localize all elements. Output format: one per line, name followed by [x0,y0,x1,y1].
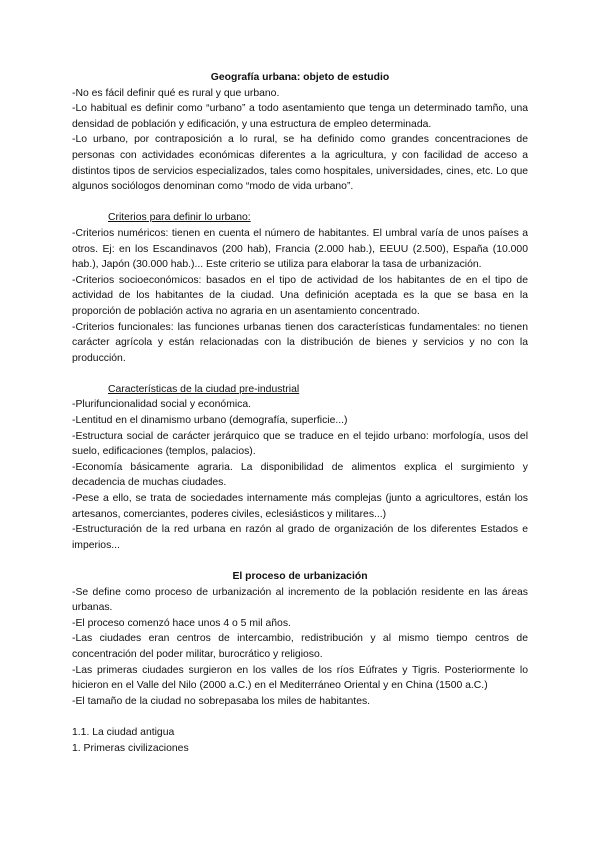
spacer [72,366,528,382]
outline-item: 1.1. La ciudad antigua [72,726,175,738]
spacer [72,709,528,725]
paragraph: -Estructuración de la red urbana en razón al grado de organización de los diferentes Estados e imperios... [72,524,528,551]
section-title-urbanization-process: El proceso de urbanización [232,571,368,582]
paragraph: -Plurifuncionalidad social y económica. [72,399,252,411]
paragraph: -Lentitud en el dinamismo urbano (demografía, superficie...) [72,415,348,427]
spacer [72,195,528,211]
subheading-urban-criteria: Criterios para definir lo urbano: [108,212,251,224]
paragraph: -Se define como proceso de urbanización al incremento de la población residente en las áreas urbanas. [72,586,528,614]
paragraph: -Pese a ello, se trata de sociedades internamente más complejas (junto a agricultores, están los artesanos, comerciantes, poderes civiles, eclesiásticos y militares...) [72,493,528,520]
spacer [72,553,528,569]
paragraph: -Estructura social de carácter jerárquico que se traduce en el tejido urbano: morfología, usos del suelo, edificaciones (templos, palacios). [72,430,528,458]
paragraph: -Criterios socioeconómicos: basados en el tipo de actividad de los habitantes de en el tipo de actividad de los habitantes de la ciudad. Una definición aceptada es la que se basa en la proporción de población activa no agraria en un asentamiento concentrado. [72,274,528,317]
paragraph: -Lo urbano, por contraposición a lo rural, se ha definido como grandes concentraciones de personas con actividades económicas diferentes a la agricultura, y con facilidad de acceso a distintos tipos de servicios especializados, tales como hospitales, universidades, cines, etc. Lo que algunos sociólogos denominan como “modo de vida urbano”. [72,134,528,193]
paragraph: -Economía básicamente agraria. La disponibilidad de alimentos explica el surgimiento y decadencia de muchas ciudades. [72,461,528,489]
outline-item: 1. Primeras civilizaciones [72,742,189,754]
document-page [72,70,528,756]
section-title-urban-geography: Geografía urbana: objeto de estudio [210,72,390,83]
paragraph: -Las primeras ciudades surgieron en los valles de los ríos Eúfrates y Tigris. Posteriormente lo hicieron en el Valle del Nilo (2000 a.C.) en el Mediterráneo Oriental y en China (1500 a.C.) [72,664,528,692]
paragraph: -Lo habitual es definir como “urbano” a todo asentamiento que tenga un determinado tamño, una densidad de población y edificación, y una estructura de empleo determinada. [72,103,528,130]
subheading-preindustrial-city: Características de la ciudad pre-industrial [108,383,300,395]
paragraph: -El tamaño de la ciudad no sobrepasaba los miles de habitantes. [72,695,371,707]
paragraph: -Criterios numéricos: tienen en cuenta el número de habitantes. El umbral varía de unos países a otros. Ej: en los Escandinavos (200 hab), Francia (2.000 hab.), EEUU (2.500), España (10.000 hab.), Japón (30.000 hab.)... Este criterio se utiliza para elaborar la tasa de urbanización. [72,227,528,271]
paragraph: -No es fácil definir qué es rural y que urbano. [72,87,280,99]
paragraph: -El proceso comenzó hace unos 4 o 5 mil años. [72,617,291,629]
paragraph: -Criterios funcionales: las funciones urbanas tienen dos características fundamentales: no tienen carácter agrícola y están relacionadas con la distribución de bienes y servicios y no con la producción. [72,321,528,364]
paragraph: -Las ciudades eran centros de intercambio, redistribución y al mismo tiempo centros de concentración del poder militar, burocrático y religioso. [72,633,528,660]
